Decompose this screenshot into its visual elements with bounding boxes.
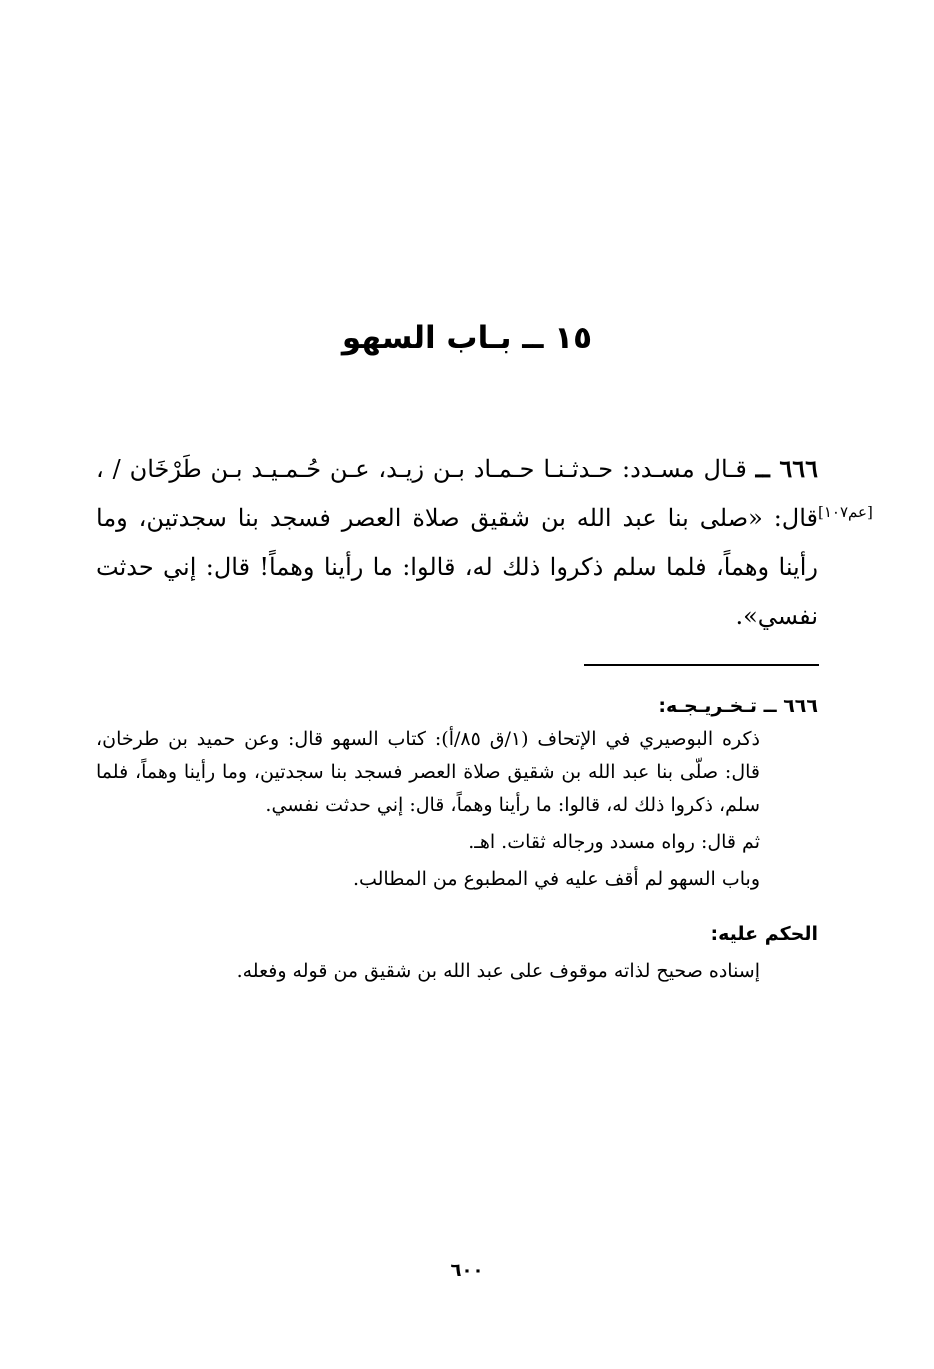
takhrij-text: ذكره البوصيري في الإتحاف (١/ق ٨٥/أ): كتاب السهو قال: وعن حميد بن طرخان، قال: صلّى بنا عبد الله بن شقيق صلاة العصر فسجد بنا سجدتين، وما رأينا وهماً، فلما سلم، ذكروا ذلك له، قالوا: ما رأينا وهماً، قال: إني حدثت نفسي. bbox=[96, 728, 760, 816]
notes-section bbox=[96, 690, 818, 988]
hadith-text-block bbox=[96, 444, 818, 641]
footnote-separator bbox=[584, 664, 819, 666]
ruling-heading: الحكم عليه: bbox=[710, 923, 818, 945]
ruling-text: إسناده صحيح لذاته موقوف على عبد الله بن شقيق من قوله وفعله. bbox=[236, 960, 760, 982]
takhrij-heading: ٦٦٦ ــ تـخـريـجـه: bbox=[658, 695, 818, 717]
takhrij-line-2: ثم قال: رواه مسدد ورجاله ثقات. اهـ. bbox=[468, 831, 760, 853]
takhrij-line-3: وباب السهو لم أقف عليه في المطبوع من المطالب. bbox=[352, 868, 760, 890]
page-number: ٦٠٠ bbox=[450, 1260, 484, 1281]
hadith-body: قـال مسـدد: حـدثـنـا حـمـاد بـن زيـد، عـن حُـمـيـد بـن طَرْخَان / ، قال: «صلى بنا عبد الله بن شقيق صلاة العصر فسجد بنا سجدتين، وما رأينا وهماً، فلما سلم ذكروا ذلك له، قالوا: ما رأينا وهماً! قال: إني حدثت نفسي». bbox=[96, 455, 818, 630]
hadith-paragraph bbox=[96, 444, 818, 641]
hadith-number: ٦٦٦ ــ bbox=[755, 454, 818, 483]
manuscript-page-reference: [عم١٠٧] bbox=[818, 503, 873, 521]
chapter-title: ١٥ ــ بـاب السهو bbox=[341, 320, 593, 356]
